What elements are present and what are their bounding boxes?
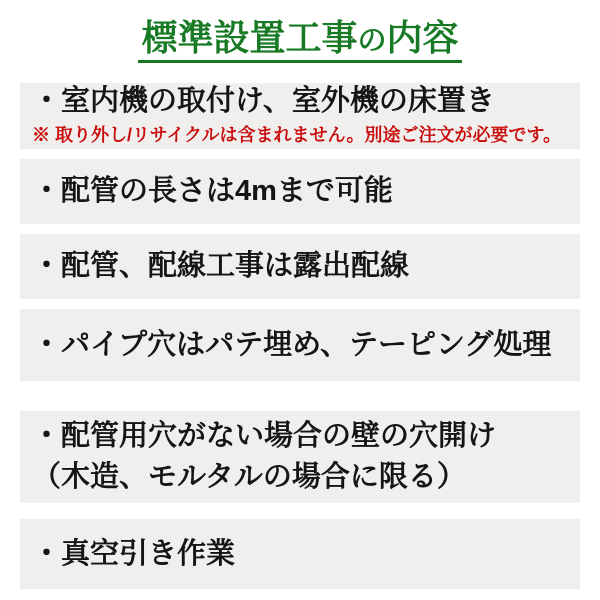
list-item-text: ・配管の長さは4mまで可能 [32,175,393,208]
list-item [20,411,580,503]
list-item [20,519,580,589]
list-item [20,309,580,381]
list-item-text: ・配管用穴がない場合の壁の穴開け [32,420,497,453]
page-title-particle: の [357,25,387,57]
list-item [20,159,580,224]
page-title [138,17,461,63]
list-item-text: ・室内機の取付け、室外機の床置き [32,84,495,117]
list-item-note: ※ 取り外し/リサイクルは含まれません。別途ご注文が必要です。 [32,125,562,146]
page-title-part2: 内容 [386,17,459,58]
list-item-text: ・配管、配線工事は露出配線 [32,250,410,283]
list-item [20,83,580,149]
list-item [20,234,580,299]
list-item-text-line2: （木造、モルタルの場合に限る） [32,461,466,493]
list-item-text: ・真空引き作業 [32,537,236,570]
page-title-part1: 標準設置工事 [141,17,358,58]
list-item-text: ・パイプ穴はパテ埋め、テーピング処理 [32,328,552,361]
title-section [0,0,600,83]
